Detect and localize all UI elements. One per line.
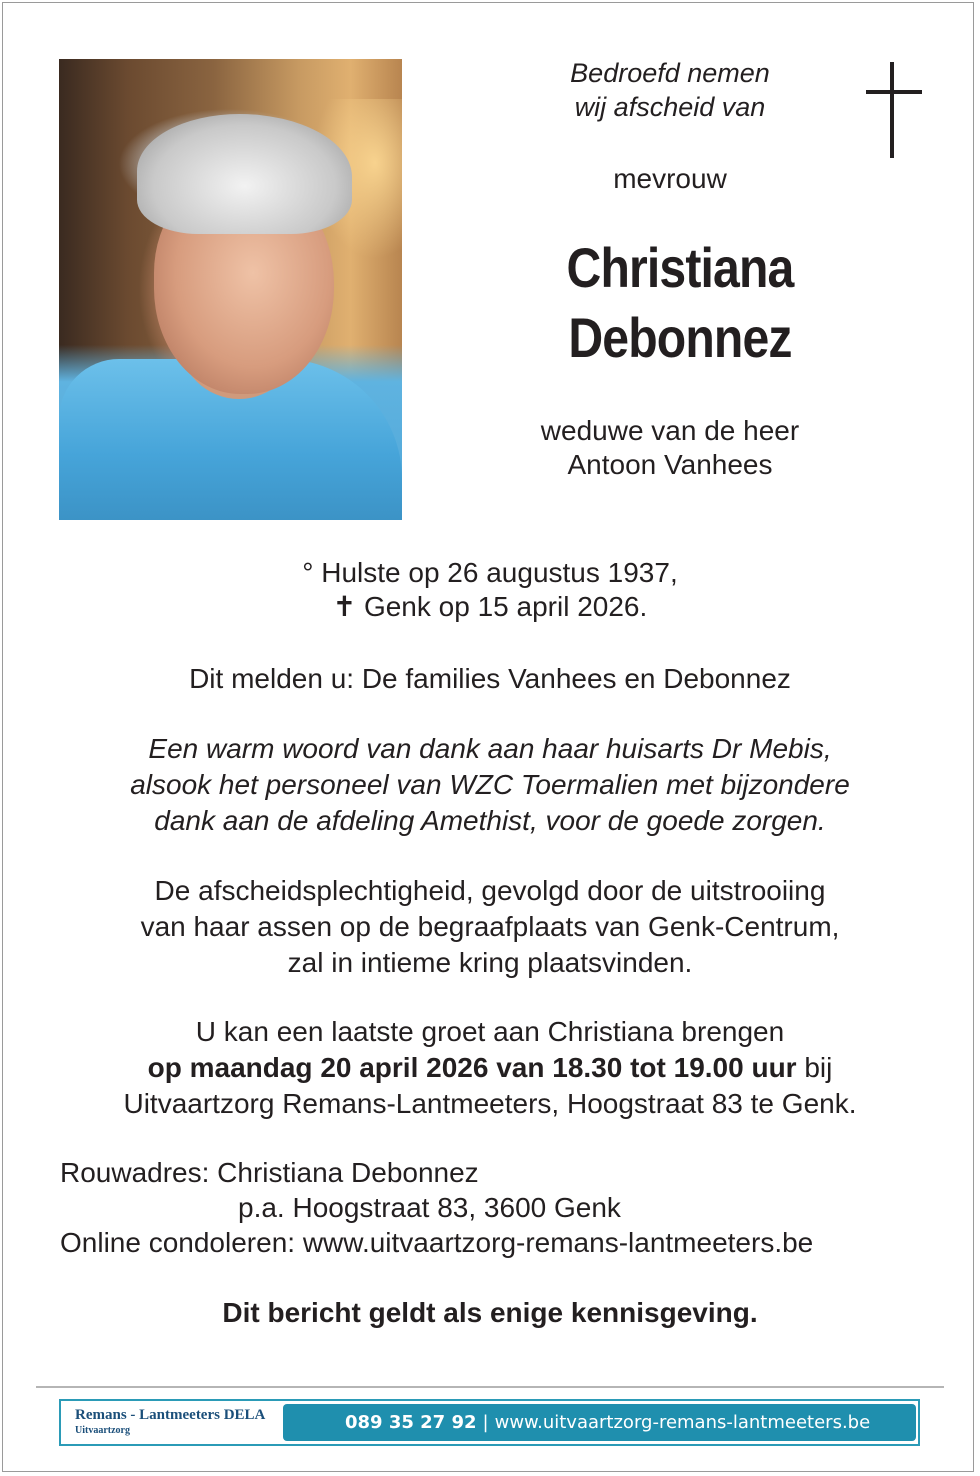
ceremony-line: De afscheidsplechtigheid, gevolgd door de uitstrooiing — [154, 875, 826, 906]
visit-line: U kan een laatste groet aan Christiana brengen — [195, 1016, 785, 1047]
intro-line: wij afscheid van — [574, 92, 766, 122]
phone-number: 089 35 27 92 — [345, 1412, 477, 1433]
brand-name: Remans - Lantmeeters DELA — [75, 1407, 266, 1423]
cross-icon — [866, 62, 922, 158]
first-name: Christiana — [566, 236, 794, 299]
ceremony-text — [60, 873, 920, 981]
spouse-text — [470, 414, 870, 482]
separator: | — [482, 1412, 489, 1433]
last-name: Debonnez — [568, 306, 792, 369]
life-dates — [200, 556, 780, 624]
thanks-text — [60, 731, 920, 839]
divider — [36, 1386, 944, 1388]
thanks-line: Een warm woord van dank aan haar huisarts Dr Mebis, — [148, 733, 832, 764]
intro-line: Bedroefd nemen — [570, 58, 770, 88]
spouse-line: weduwe van de heer — [540, 415, 800, 446]
condolence-line: Online condoleren: www.uitvaartzorg-remans-lantmeeters.be — [60, 1227, 814, 1258]
visit-datetime: op maandag 20 april 2026 van 18.30 tot 19.00 uur — [147, 1052, 797, 1083]
website-link[interactable]: www.uitvaartzorg-remans-lantmeeters.be — [494, 1412, 871, 1433]
families-text: Dit melden u: De families Vanhees en Debonnez — [189, 663, 791, 694]
contact-bar — [283, 1404, 916, 1441]
thanks-line: dank aan de afdeling Amethist, voor de goede zorgen. — [154, 805, 826, 836]
birth-date: ° Hulste op 26 augustus 1937, — [302, 557, 678, 588]
intro-text — [520, 56, 820, 124]
visit-line: Uitvaartzorg Remans-Lantmeeters, Hoogstraat 83 te Genk. — [123, 1088, 857, 1119]
address-line: p.a. Hoogstraat 83, 3600 Genk — [238, 1192, 621, 1223]
address-line: Rouwadres: Christiana Debonnez — [60, 1157, 479, 1188]
mourning-address — [60, 1155, 813, 1260]
death-date: ✝ Genk op 15 april 2026. — [332, 591, 648, 622]
visitation-text — [40, 1014, 940, 1122]
thanks-line: alsook het personeel van WZC Toermalien met bijzondere — [130, 769, 850, 800]
visit-line-datetime — [40, 1050, 940, 1086]
notice-text: Dit bericht geldt als enige kennisgeving. — [222, 1297, 758, 1328]
ceremony-line: zal in intieme kring plaatsvinden. — [287, 947, 693, 978]
deceased-name — [508, 233, 852, 373]
spouse-line: Antoon Vanhees — [567, 449, 773, 480]
portrait-photo — [59, 59, 402, 520]
visit-bij: bij — [796, 1052, 833, 1083]
funeral-home-logo — [75, 1406, 265, 1438]
brand-subtitle: Uitvaartzorg — [75, 1425, 130, 1436]
funeral-home-footer — [59, 1399, 920, 1446]
title-prefix: mevrouw — [613, 163, 727, 194]
ceremony-line: van haar assen op de begraafplaats van Genk-Centrum, — [140, 911, 840, 942]
photo-hair — [137, 114, 352, 234]
